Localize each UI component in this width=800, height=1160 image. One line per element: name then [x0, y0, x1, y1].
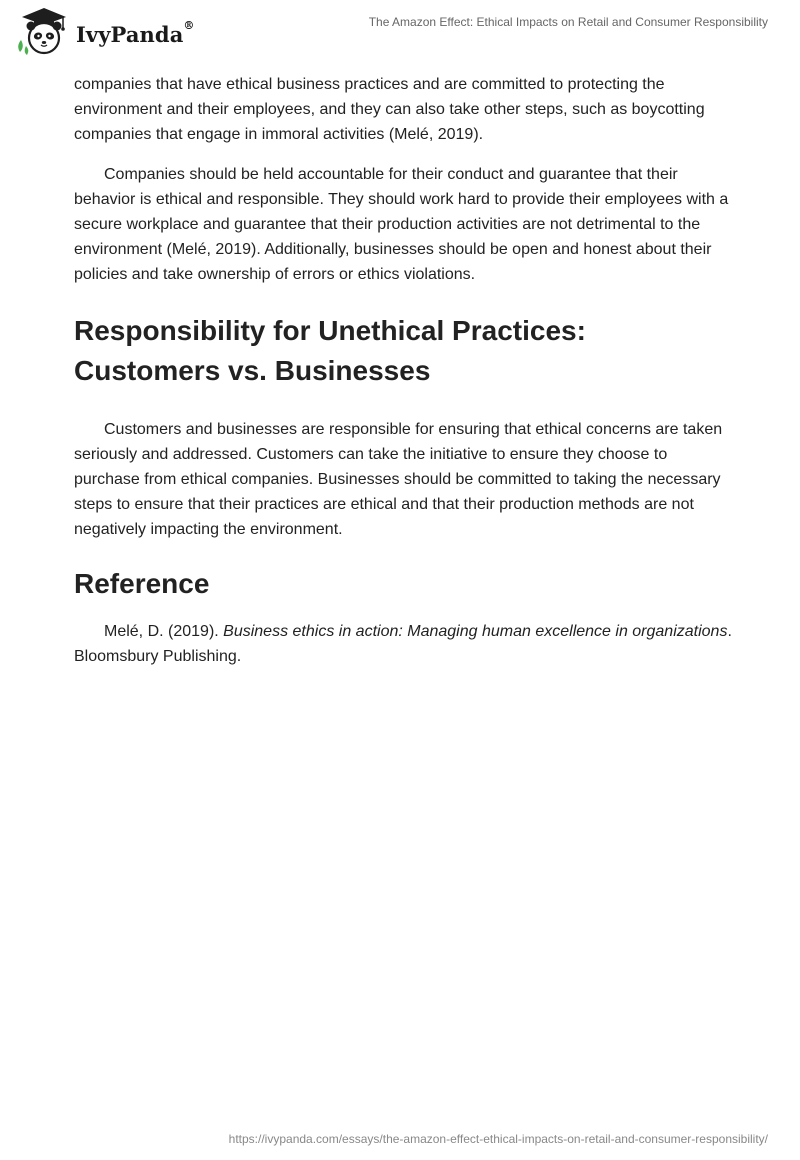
paragraph-continued: companies that have ethical business practices and are committed to protecting the environment and their employees, and they can also take other steps, such as boycotting companies that engage in immoral activities (Melé, 2019).: [74, 76, 705, 143]
paragraph-accountability: Companies should be held accountable for their conduct and guarantee that their behavior is ethical and responsible. They should work hard to provide their employees with a secure workplace and guarantee that their production activities are not detrimental to the environment (Melé, 2019). Additionally, businesses should be open and honest about their policies and take ownership of errors or ethics violations.: [74, 166, 729, 283]
essay-body: [74, 72, 734, 684]
panda-graduate-icon: [14, 6, 72, 56]
paragraph-responsibility: Customers and businesses are responsible for ensuring that ethical concerns are taken seriously and addressed. Customers can take the initiative to ensure they choose to purchase from ethical companies. Businesses should be committed to taking the necessary steps to ensure that their practices are ethical and that their production methods are not negatively impacting the environment.: [74, 421, 723, 538]
brand-name: IvyPanda®: [76, 18, 195, 47]
page-header: [0, 0, 800, 70]
reference-entry: Melé, D. (2019). Business ethics in action: Managing human excellence in organizations. Bloomsbury Publishing.: [74, 623, 732, 665]
document-title: The Amazon Effect: Ethical Impacts on Retail and Consumer Responsibility: [368, 15, 768, 29]
ivypanda-logo[interactable]: [14, 6, 195, 56]
source-url-link[interactable]: https://ivypanda.com/essays/the-amazon-effect-ethical-impacts-on-retail-and-consumer-responsibility/: [228, 1132, 768, 1146]
reference-title: Business ethics in action: Managing human excellence in organizations: [223, 623, 728, 640]
section-heading-responsibility: Responsibility for Unethical Practices: Customers vs. Businesses: [74, 315, 586, 386]
section-heading-reference: Reference: [74, 568, 210, 599]
